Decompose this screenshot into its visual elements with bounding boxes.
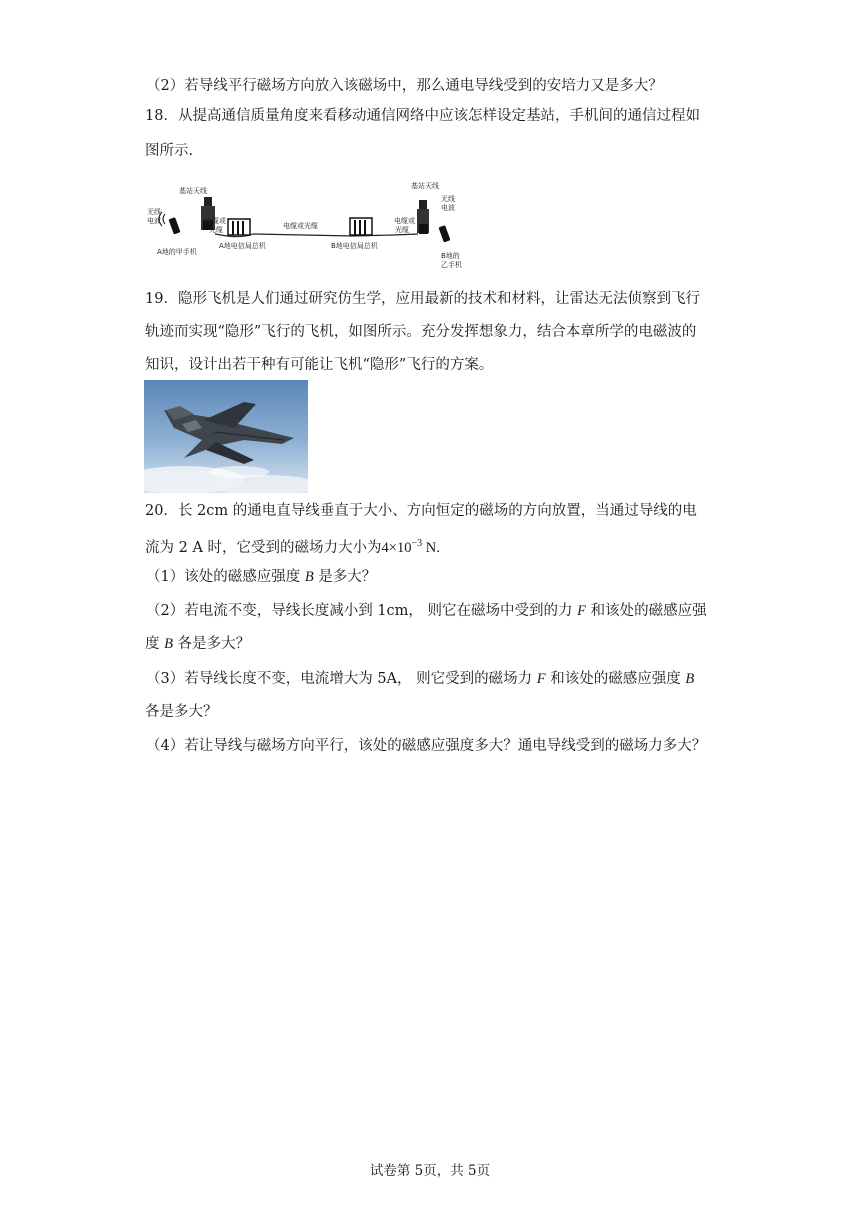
phone-b-label-2: 乙手机	[441, 261, 462, 269]
cable-mid: 电缆或光缆	[283, 222, 318, 230]
q19-line3: 知识，设计出若干种有可能让飞机“隐形”飞行的方案。	[145, 357, 494, 373]
var-b: B	[164, 636, 173, 652]
var-b: B	[304, 569, 314, 585]
q20-part3-text-a: （3）若导线长度不变，电流增大为 5A， 则它受到的磁场力	[146, 671, 537, 687]
base-station-right-icon	[417, 200, 429, 234]
stealth-jet-photo	[144, 380, 308, 493]
phone-b-label-1: B地的	[441, 252, 460, 260]
force-exponent: −3	[411, 538, 423, 549]
q20-part4: （4）若让导线与磁场方向平行，该处的磁感应强度多大？通电导线受到的磁场力多大？	[146, 738, 707, 754]
phone-a-label: A地的甲手机	[157, 248, 197, 256]
q20-part2-text-a: （2）若电流不变，导线长度减小到 1cm， 则它在磁场中受到的力	[146, 603, 578, 619]
q20-part1-text-b: 是多大？	[313, 569, 377, 585]
q20-part2-line2-text-a: 度	[145, 636, 165, 652]
q20-line1: 20．长 2cm 的通电直导线垂直于大小、方向恒定的磁场的方向放置，当通过导线的电	[145, 503, 697, 519]
q18-line1: 18．从提高通信质量角度来看移动通信网络中应该怎样设定基站，手机间的通信过程如	[145, 108, 700, 124]
q20-part1	[146, 567, 376, 587]
exchange-b-label: B地电信局总机	[331, 242, 378, 250]
exchange-a-label: A地电信局总机	[219, 242, 266, 250]
q20-part2-line1	[146, 601, 707, 621]
q20-part2-line2	[145, 634, 250, 654]
base-antenna-right: 基站天线	[411, 182, 439, 190]
page-footer: 试卷第 5页，共 5页	[369, 1163, 491, 1179]
base-antenna-left: 基站天线	[179, 187, 207, 195]
q20-part3-line2: 各是多大？	[145, 704, 218, 720]
q19-line2: 轨迹而实现“隐形”飞行的飞机，如图所示。充分发挥想象力，结合本章所学的电磁波的	[145, 324, 697, 340]
q20-part1-text-a: （1）该处的磁感应强度	[146, 569, 305, 585]
q20-part3-line1	[146, 669, 694, 689]
wireless-right-2: 电波	[441, 204, 455, 212]
q20-part2-text-b: 和该处的磁感应强	[586, 603, 707, 619]
exchange-b-icon	[350, 218, 372, 235]
q20-part3-text-b: 和该处的磁感应强度	[545, 671, 686, 687]
force-mantissa: 4×10	[381, 540, 412, 556]
q17-part2: （2）若导线平行磁场方向放入该磁场中，那么通电导线受到的安培力又是多大？	[146, 78, 663, 94]
q18-line2: 图所示.	[145, 143, 194, 159]
cable-left-2: 光缆	[209, 226, 223, 234]
var-f: F	[577, 603, 587, 619]
wireless-left-1: 无线	[147, 208, 161, 216]
phone-b-icon	[438, 225, 450, 242]
cable-left-1: 电缆或	[205, 217, 226, 225]
var-b: B	[685, 671, 695, 687]
cable-right-2: 光缆	[395, 226, 409, 234]
q20-line2-text: 流为 2 A 时，它受到的磁场力大小为	[145, 540, 382, 556]
exchange-a-icon	[228, 219, 250, 235]
wireless-right-1: 无线	[441, 195, 455, 203]
communication-diagram	[143, 176, 463, 270]
force-value	[382, 540, 440, 556]
q20-part2-line2-text-b: 各是多大？	[172, 636, 251, 652]
q20-line2	[145, 534, 440, 558]
wireless-left-2: 电波	[147, 217, 161, 225]
var-f: F	[536, 671, 546, 687]
force-unit: N.	[422, 540, 440, 556]
q19-line1: 19．隐形飞机是人们通过研究仿生学，应用最新的技术和材料，让雷达无法侦察到飞行	[145, 291, 700, 307]
phone-a-icon	[159, 212, 180, 235]
cable-right-1: 电缆或	[394, 217, 415, 225]
